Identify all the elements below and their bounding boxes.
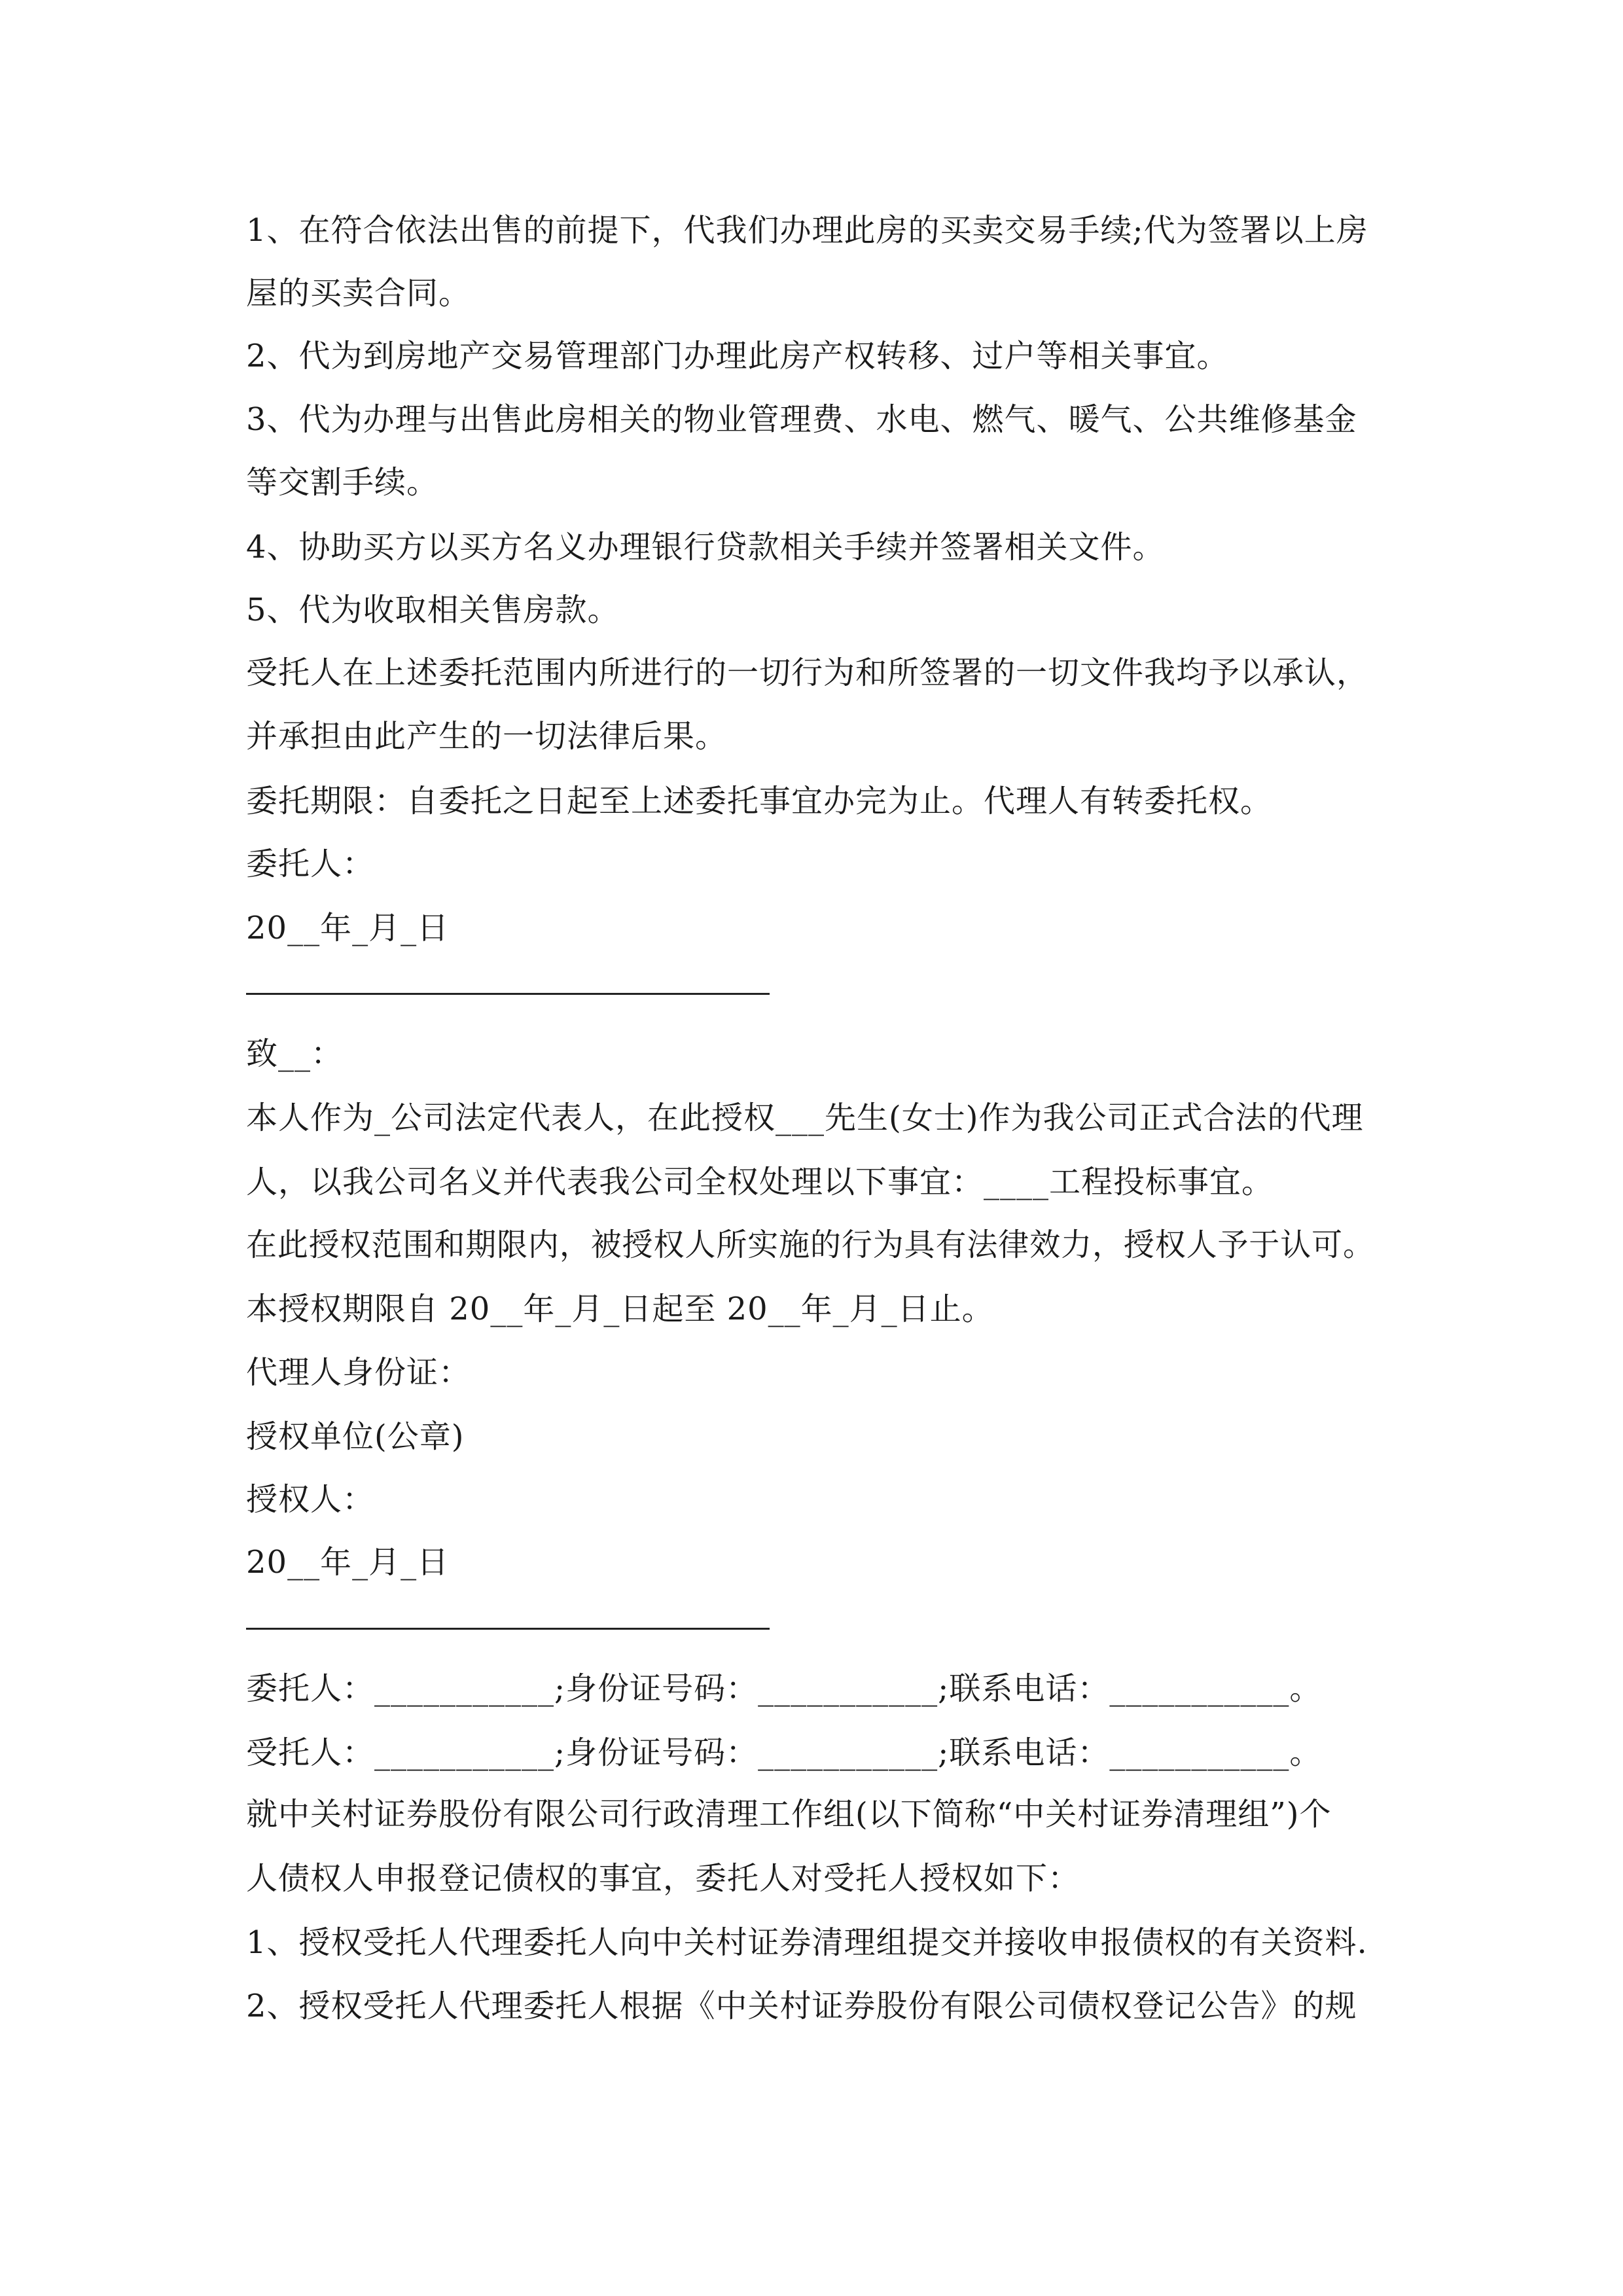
text-line: 20__年_月_日: [246, 1544, 450, 1581]
text-line: 并承担由此产生的一切法律后果。: [246, 718, 728, 755]
text-line: 就中关村证券股份有限公司行政清理工作组(以下简称“中关村证券清理组”)个: [246, 1796, 1332, 1833]
text-line: 在此授权范围和期限内，被授权人所实施的行为具有法律效力，授权人予于认可。: [246, 1227, 1374, 1263]
text-line: 代理人身份证：: [246, 1354, 471, 1391]
text-line: 委托人：___________;身份证号码：___________;联系电话：___________。: [246, 1670, 1322, 1707]
text-line: 人，以我公司名义并代表我公司全权处理以下事宜：____工程投标事宜。: [246, 1164, 1274, 1200]
text-line: 委托期限：自委托之日起至上述委托事宜办完为止。代理人有转委托权。: [246, 783, 1273, 819]
text-line: 2、授权受托人代理委托人根据《中关村证券股份有限公司债权登记公告》的规: [246, 1988, 1357, 2024]
text-line: 20__年_月_日: [246, 910, 450, 946]
text-line: 人债权人申报登记债权的事宜，委托人对受托人授权如下：: [246, 1860, 1080, 1897]
text-line: 委托人：: [246, 846, 375, 882]
text-line: 等交割手续。: [246, 464, 439, 501]
text-line: 1、授权受托人代理委托人向中关村证券清理组提交并接收申报债权的有关资料.: [246, 1924, 1368, 1961]
text-line: 2、代为到房地产交易管理部门办理此房产权转移、过户等相关事宜。: [246, 338, 1229, 374]
text-line: 5、代为收取相关售房款。: [246, 592, 620, 628]
text-line: 本人作为_公司法定代表人，在此授权___先生(女士)作为我公司正式合法的代理: [246, 1100, 1364, 1136]
text-line: 授权人：: [246, 1481, 375, 1518]
text-line: 受托人：___________;身份证号码：___________;联系电话：___________。: [246, 1734, 1322, 1771]
text-line: 1、在符合依法出售的前提下，代我们办理此房的买卖交易手续;代为签署以上房: [246, 212, 1368, 249]
text-line: 致__：: [246, 1035, 344, 1072]
text-line: 屋的买卖合同。: [246, 275, 471, 312]
section-divider: [246, 1628, 770, 1630]
text-line: 受托人在上述委托范围内所进行的一切行为和所签署的一切文件我均予以承认，: [246, 655, 1369, 691]
text-line: 本授权期限自 20__年_月_日起至 20__年_月_日止。: [246, 1291, 994, 1327]
text-line: 授权单位(公章): [246, 1418, 465, 1455]
text-line: 4、协助买方以买方名义办理银行贷款相关手续并签署相关文件。: [246, 529, 1165, 565]
text-line: 3、代为办理与出售此房相关的物业管理费、水电、燃气、暖气、公共维修基金: [246, 401, 1357, 438]
section-divider: [246, 993, 770, 995]
